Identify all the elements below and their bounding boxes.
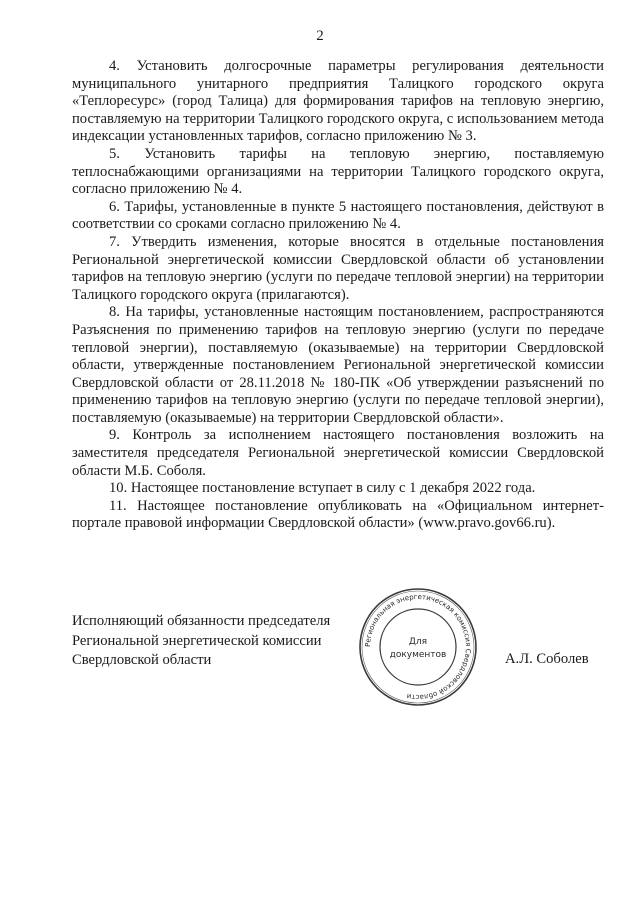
seal-ring-text: Региональная энергетическая комиссия Свердловской области [363,592,473,702]
signature-block [72,612,330,671]
seal-inner-ring [380,609,456,685]
paragraph-6: 6. Тарифы, установленные в пункте 5 настоящего постановления, действуют в соответствии со сроками согласно приложению № 4. [72,198,604,233]
seal-outer-ring [360,589,476,705]
seal-outer-ring-inner [362,591,474,703]
seal-center-line1: Для [408,637,428,647]
paragraph-11: 11. Настоящее постановление опубликовать на «Официальном интернет-портале правовой информации Свердловской области» (www.pravo.gov66.ru). [72,497,604,532]
paragraph-9: 9. Контроль за исполнением настоящего постановления возложить на заместителя председателя Региональной энергетической комиссии Свердловской области М.Б. Соболя. [72,427,604,479]
document-body [72,58,604,533]
paragraph-8: 8. На тарифы, установленные настоящим постановлением, распространяются Разъяснения по применению тарифов на тепловую энергию (услуги по передаче тепловой энергии), поставляемую (оказываемые) на территории Свердловской области, утвержденные постановлением Региональной энергетической комиссии Свердловской области от 28.11.2018 № 180-ПК «Об утверждении разъяснений по применению тарифов на тепловую энергию (услуги по передаче тепловой энергии), поставляемую (оказываемые) на территории Свердловской области». [72,304,604,426]
seal-center-line2: документов [389,650,447,660]
paragraph-7: 7. Утвердить изменения, которые вносятся в отдельные постановления Региональной энергетической комиссии Свердловской области об установлении тарифов на тепловую энергию (услуги по передаче тепловой энергии) на территории Талицкого городского округа (прилагаются). [72,233,604,303]
signature-title-line2: Региональной энергетической комиссии [72,632,322,649]
signature-title-line3: Свердловской области [72,652,212,668]
paragraph-4: 4. Установить долгосрочные параметры регулирования деятельности муниципального унитарного предприятия Талицкого городского округа «Теплоресурс» (город Талица) для формирования тарифов на тепловую энергию, поставляемую на территории Талицкого городского округа, с использованием метода индексации установленных тарифов, согласно приложению № 3. [72,58,604,145]
signer-name: А.Л. Соболев [505,651,589,667]
signature-title-line1: Исполняющий обязанности председателя [72,613,331,629]
official-seal [358,587,478,707]
paragraph-10: 10. Настоящее постановление вступает в силу с 1 декабря 2022 года. [109,480,536,497]
page-number: 2 [316,28,324,44]
paragraph-5: 5. Установить тарифы на тепловую энергию, поставляемую теплоснабжающими организациями на территории Талицкого городского округа, согласно приложению № 4. [72,145,604,198]
